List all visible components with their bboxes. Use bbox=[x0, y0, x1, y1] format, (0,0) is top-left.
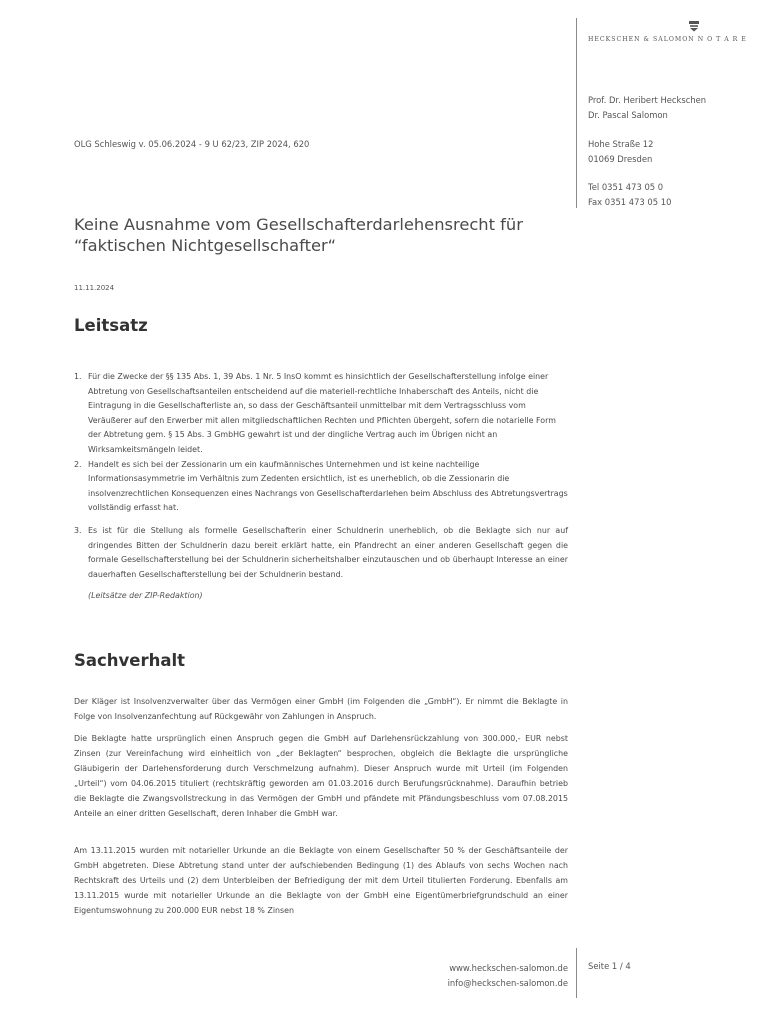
website-link[interactable]: www.heckschen-salomon.de bbox=[449, 963, 568, 973]
footer-divider bbox=[576, 948, 577, 998]
partner-name: Prof. Dr. Heribert Heckschen bbox=[588, 95, 707, 105]
paragraph: Die Beklagte hatte ursprünglich einen Anspruch gegen die GmbH auf Darlehensrückzahlung von 300.000,- EUR nebst Zinsen (zur Vereinfachung wird einheitlich von „der Beklagten“ besprochen, obgleich die Beklagte die ursprüngliche Gläubigerin der Darlehensforderung durch Verschmelzung aufnahm). Dieser Anspruch wurde mit Urteil (im Folgenden „Urteil“) vom 04.06.2015 tituliert (rechtskräftig geworden am 01.03.2016 durch Berufungsrücknahme). Daraufhin betrieb die Beklagte die Zwangsvollstreckung in das Vermögen der GmbH und pfändete mit Pfändungsbeschluss vom 07.08.2015 Anteile an einer dritten Gesellschaft, deren Inhaber die GmbH war. bbox=[74, 734, 568, 818]
list-item-text: Es ist für die Stellung als formelle Gesellschafterin einer Schuldnerin unerheblich, ob die Beklagte sich nur auf dringendes Bitten der Schuldnerin dazu bereit erklärt hatte, ein Pfandrecht an einer anderen Gesellschaft gegen die formale Gesellschafterstellung bei der Schuldnerin sicherheitshalber einzutauschen und ob überhaupt Interesse an einer dauerhaften Gesellschafterstellung bei der Schuldnerin bestand. bbox=[88, 525, 568, 579]
partner-name: Dr. Pascal Salomon bbox=[588, 109, 668, 120]
brand-name: HECKSCHEN & SALOMON N O T A R E bbox=[588, 36, 747, 43]
editorial-note: (Leitsätze der ZIP-Redaktion) bbox=[88, 591, 203, 600]
fax-number: Fax 0351 473 05 10 bbox=[588, 196, 672, 207]
office-contact bbox=[588, 180, 671, 209]
list-item-number: 2. bbox=[74, 459, 82, 469]
address-street: Hohe Straße 12 bbox=[588, 139, 654, 149]
list-item-number: 3. bbox=[74, 525, 82, 535]
paragraph: Der Kläger ist Insolvenzverwalter über das Vermögen einer GmbH (im Folgenden die „GmbH“). Er nimmt die Beklagte in Folge von Insolvenzanfechtung auf Rückgewähr von Zahlungen in Anspruch. bbox=[74, 697, 568, 721]
paragraph: Am 13.11.2015 wurden mit notarieller Urkunde an die Beklagte von einem Gesellschafter 50 % der Geschäftsanteile der GmbH abgetreten. Diese Abtretung stand unter der aufschiebenden Bedingung (1) des Ablaufs von sechs Wochen nach Rechtskraft des Urteils und (2) dem Unterbleiben der Befriedigung der mit dem Urteil titulierten Forderung. Ebenfalls am 13.11.2015 wurde mit notarieller Urkunde an die Beklagte von der GmbH eine Eigentümerbriefgrundschuld an einer Eigentumswohnung zu 200.000 EUR nebst 18 % Zinsen bbox=[74, 846, 568, 915]
office-address bbox=[588, 137, 653, 166]
list-item bbox=[74, 370, 568, 458]
list-item-number: 1. bbox=[74, 372, 82, 381]
list-item-text: Handelt es sich bei der Zessionarin um ein kaufmännisches Unternehmen und ist keine nachteilige Informationsasymmetrie im Verhältnis zum Zedenten ersichtlich, ist es unerheblich, ob die Zessionarin die insolvenzrechtlichen Konsequenzen eines Nachrangs von Gesellschafterdarlehen beim Abschluss des Abtretungsvertrags vollständig erfasst hat. bbox=[88, 459, 568, 513]
leitsatz-heading: Leitsatz bbox=[74, 316, 148, 335]
phone-number: Tel 0351 473 05 0 bbox=[588, 182, 664, 192]
header-divider bbox=[576, 18, 577, 208]
partner-list bbox=[588, 93, 706, 122]
footer-links bbox=[448, 961, 568, 991]
email-link[interactable]: info@heckschen-salomon.de bbox=[447, 978, 568, 988]
crest-icon bbox=[688, 20, 700, 32]
sachverhalt-heading: Sachverhalt bbox=[74, 651, 186, 670]
address-city: 01069 Dresden bbox=[588, 153, 653, 164]
case-reference: OLG Schleswig v. 05.06.2024 - 9 U 62/23, ZIP 2024, 620 bbox=[74, 139, 310, 149]
list-item-text: Für die Zwecke der §§ 135 Abs. 1, 39 Abs. 1 Nr. 5 InsO kommt es hinsichtlich der Gesellschafterstellung infolge einer Abtretung von Gesellschaftsanteilen entscheidend auf die materiell-rechtliche Inhaberschaft des Anteils, nicht die Eintragung in die Gesellschafterliste an, so dass der Geschäftsanteil unmittelbar mit dem Vertragsschluss vom Veräußerer auf den Erwerber mit allen mitgliedschaftlichen Rechten und Pflichten übergeht, sofern die notarielle Form der Abtretung gem. § 15 Abs. 3 GmbHG gewahrt ist und der dingliche Vertrag auch im Übrigen nicht an Wirksamkeitsmängeln leidet. bbox=[88, 372, 556, 454]
list-item bbox=[74, 458, 568, 516]
list-item bbox=[74, 524, 568, 582]
leitsatz-list bbox=[74, 370, 568, 582]
page-number: Seite 1 / 4 bbox=[588, 961, 631, 971]
document-date: 11.11.2024 bbox=[74, 284, 115, 292]
document-title: Keine Ausnahme vom Gesellschafterdarlehensrecht für “faktischen Nichtgesellschafter“ bbox=[74, 215, 523, 255]
